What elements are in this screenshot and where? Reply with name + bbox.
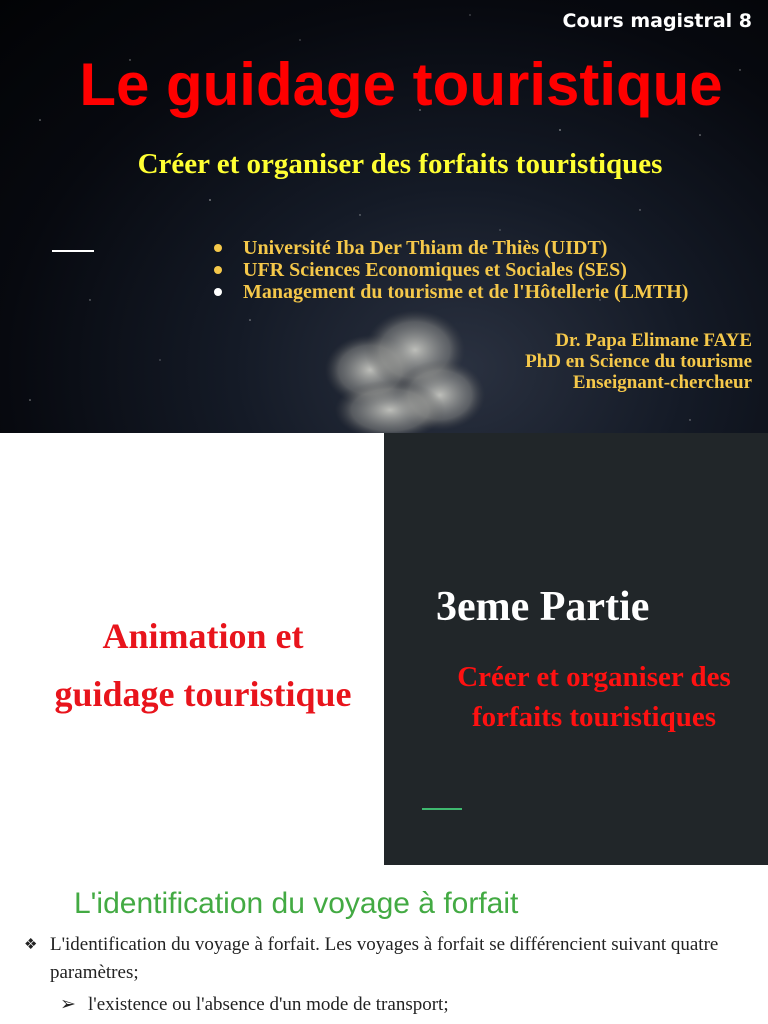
bullet-paragraph (24, 931, 754, 987)
main-title: Le guidage touristique (79, 51, 723, 118)
author-degree: PhD en Science du tourisme (525, 351, 752, 372)
bullet-dot-icon (214, 288, 222, 296)
paragraph-text: L'identification du voyage à forfait. Les voyages à forfait se différencient suivant quatre paramètres; (50, 934, 719, 983)
author-block (525, 330, 752, 393)
author-role: Enseignant-chercheur (572, 372, 752, 393)
part-panel (384, 433, 768, 865)
part-subtitle: Créer et organiser des forfaits touristiques (457, 661, 731, 733)
cloud-image (300, 300, 500, 433)
arrow-bullet-icon: ➢ (60, 994, 76, 1015)
slide-subtitle: Créer et organiser des forfaits touristiques (137, 148, 663, 180)
decorative-line (422, 808, 462, 810)
list-item: Université Iba Der Thiam de Thiès (UIDT) (214, 237, 688, 259)
list-item: Management du tourisme et de l'Hôtellerie (LMTH) (214, 281, 688, 303)
section-title: Animation et guidage touristique (54, 616, 352, 714)
decorative-line (52, 250, 94, 252)
sub-bullet-text: l'existence ou l'absence d'un mode de transport; (88, 994, 449, 1015)
part-title: 3eme Partie (436, 584, 650, 630)
bullet-dot-icon (214, 266, 222, 274)
course-label: Cours magistral 8 (562, 10, 752, 32)
content-title: L'identification du voyage à forfait (74, 887, 519, 920)
institution-list (214, 237, 688, 303)
author-name: Dr. Papa Elimane FAYE (555, 330, 752, 351)
bullet-dot-icon (214, 244, 222, 252)
diamond-bullet-icon: ❖ (24, 937, 38, 953)
content-slide (0, 865, 768, 1024)
section-title-panel (0, 433, 384, 865)
list-item: UFR Sciences Economiques et Sociales (SES) (214, 259, 688, 281)
sub-bullet (60, 993, 449, 1016)
title-slide (0, 0, 768, 433)
